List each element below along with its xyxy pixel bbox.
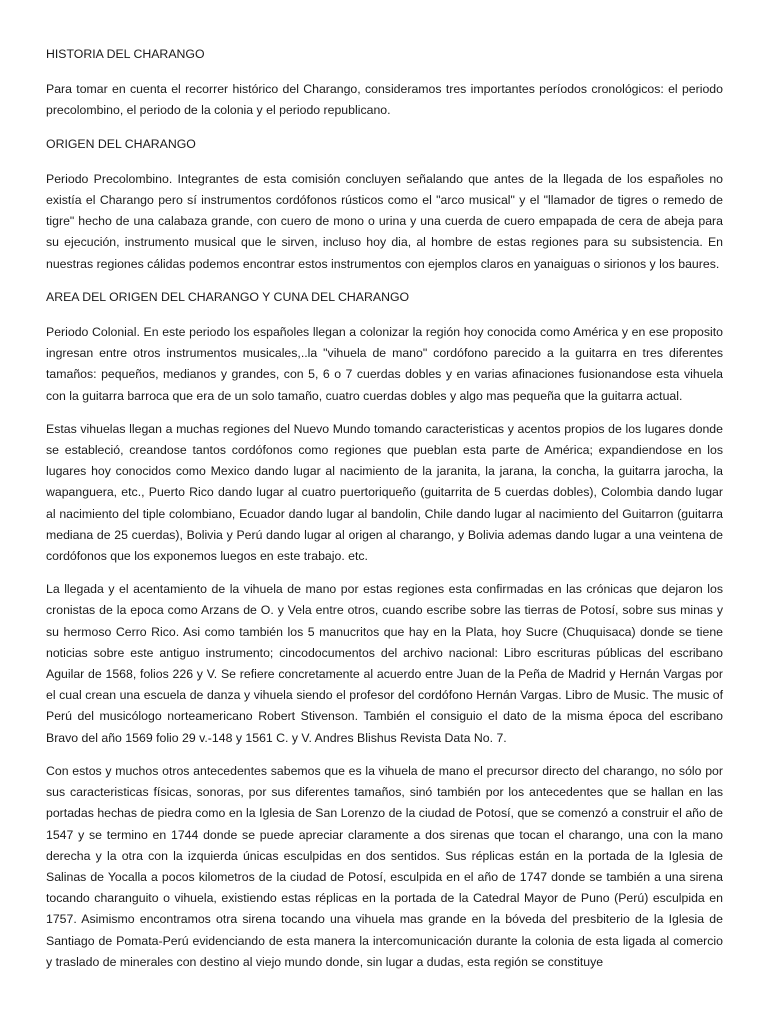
paragraph-vihuelas: Estas vihuelas llegan a muchas regiones del Nuevo Mundo tomando caracteristicas y acentos propios de los lugares donde se estableció, creandose tantos cordófonos como regiones que pueblan esta parte de América; expandiendose en los lugares hoy conocidos como Mexico dando lugar al nacimiento de la jaranita, la jarana, la concha, la guitarra jarocha, la wapanguera, etc., Puerto Rico dando lugar al cuatro puertoriqueño (guitarrita de 5 cuerdas dobles), Colombia dando lugar al nacimiento del tiple colombiano, Ecuador dando lugar al bandolin, Chile dando lugar al nacimiento del Guitarron (guitarra mediana de 25 cuerdas), Bolivia y Perú dando lugar al origen al charango, y Bolivia ademas dando lugar a una veintena de cordófonos que los exponemos luegos en este trabajo. etc. [46, 421, 723, 564]
heading-area-origen: AREA DEL ORIGEN DEL CHARANGO Y CUNA DEL CHARANGO [46, 289, 410, 304]
paragraph-colonial: Periodo Colonial. En este periodo los españoles llegan a colonizar la región hoy conocida como América y en ese proposito ingresan entre otros instrumentos musicales,..la "vihuela de mano" cordófono parecido a la guitarra en tres diferentes tamaños: pequeños, medianos y grandes, con 5, 6 o 7 cuerdas dobles y en varias afinaciones fusionandose esta vihuela con la guitarra barroca que era de un solo tamaño, cuatro cuerdas dobles y algo mas pequeña que la guitarra actual. [46, 325, 723, 403]
paragraph-intro: Para tomar en cuenta el recorrer histórico del Charango, consideramos tres importantes períodos cronológicos: el periodo precolombino, el periodo de la colonia y el periodo republicano. [46, 82, 723, 118]
heading-historia: HISTORIA DEL CHARANGO [46, 47, 205, 61]
paragraph-precolombino: Periodo Precolombino. Integrantes de esta comisión concluyen señalando que antes de la llegada de los españoles no existía el Charango pero sí instrumentos cordófonos rústicos como el "arco musical" y el "llamador de tigres o remedo de tigre" hecho de una calabaza grande, con cuero de mono o urina y una cuerda de cuero empapada de cera de abeja para su ejecución, instrumento musical que le sirven, incluso hoy dia, al hombre de estas regiones para su subsistencia. En nuestras regiones cálidas podemos encontrar estos instrumentos con ejemplos claros en yanaiguas o sirionos y los baures. [46, 171, 723, 271]
paragraph-antecedentes: Con estos y muchos otros antecedentes sabemos que es la vihuela de mano el precursor directo del charango, no sólo por sus caracteristicas físicas, sonoras, por sus diferentes tamaños, sinó también por los antecedentes que se hallan en las portadas hechas de piedra como en la Iglesia de San Lorenzo de la ciudad de Potosí, que se comenzó a construir el año de 1547 y se termino en 1744 donde se puede apreciar claramente a dos sirenas que tocan el charango, una con la mano derecha y la otra con la izquierda únicas esculpidas en dos sentidos. Sus réplicas están en la portada de la Iglesia de Salinas de Yocalla a pocos kilometros de la ciudad de Potosí, esculpida en el año de 1747 donde se también a una sirena tocando charanguito o vihuela, existiendo estas réplicas en la portada de la Catedral Mayor de Puno (Perú) esculpida en 1757. Asimismo encontramos otra sirena tocando una vihuela mas grande en la bóveda del presbiterio de la Iglesia de Santiago de Pomata-Perú evidenciando de esta manera la intercomunicación durante la colonia de esta ligada al comercio y traslado de minerales con destino al viejo mundo donde, sin lugar a dudas, esta región se constituye [46, 763, 723, 969]
document-page [46, 44, 723, 985]
heading-origen: ORIGEN DEL CHARANGO [46, 136, 196, 151]
paragraph-llegada: La llegada y el acentamiento de la vihuela de mano por estas regiones esta confirmadas en las crónicas que dejaron los cronistas de la epoca como Arzans de O. y Vela entre otros, cuando escribe sobre las tierras de Potosí, sobre sus minas y su hermoso Cerro Rico. Asi como también los 5 manucritos que hay en la Plata, hoy Sucre (Chuquisaca) donde se tiene noticias sobre este antiguo instrumento; cincodocumentos del archivo nacional: Libro escrituras públicas del escribano Aguilar de 1568, folios 226 y V. Se refiere concretamente al acuerdo entre Juan de la Peña de Madrid y Hernán Vargas por el cual crean una escuela de danza y vihuela siendo el profesor del cordófono Hernán Vargas. Libro de Music. The music of Perú del musicólogo norteamericano Robert Stivenson. También el consiguio el dato de la misma época del escribano Bravo del año 1569 folio 29 v.-148 y 1561 C. y V. Andres Blishus Revista Data No. 7. [46, 582, 723, 745]
